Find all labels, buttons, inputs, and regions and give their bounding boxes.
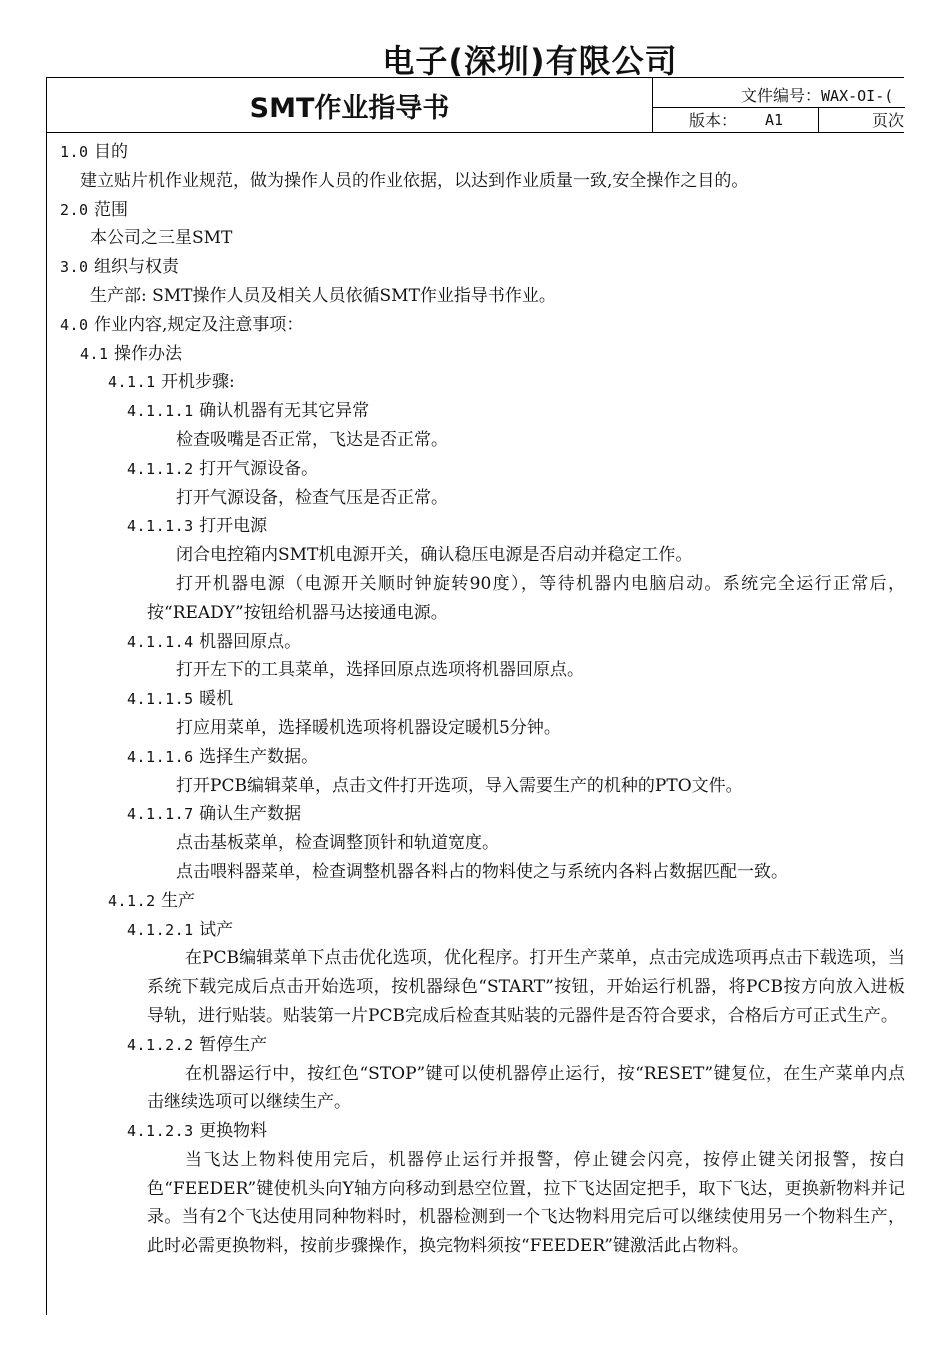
step-body: 打应用菜单，选择暖机选项将机器设定暖机5分钟。 [176,717,561,738]
step-body: 打开机器电源（电源开关顺时钟旋转90度），等待机器内电脑启动。系统完全运行正常后，按“READY”按钮给机器马达接通电源。 [147,573,905,623]
section-body: 生产部: SMT操作人员及相关人员依循SMT作业指导书作业。 [90,285,556,306]
document-header [46,77,904,133]
step-body: 点击喂料器菜单，检查调整机器各料占的物料使之与系统内各料占数据匹配一致。 [176,861,788,882]
step-body: 打开左下的工具菜单，选择回原点选项将机器回原点。 [176,660,584,681]
step-body: 闭合电控箱内SMT机电源开关，确认稳压电源是否启动并稳定工作。 [176,545,693,566]
section-heading: 1.0 目的 [60,142,128,162]
version-label: 版本： [689,111,738,130]
step-heading: 4.1.2.3 更换物料 [127,1121,268,1142]
cell-divider [818,108,819,133]
document-body [0,138,905,1261]
step-heading: 4.1.2.2 暂停生产 [127,1034,268,1055]
section-body: 建立贴片机作业规范，做为操作人员的作业依据，以达到作业质量一致,安全操作之目的。 [80,170,749,191]
step-body: 在机器运行中，按红色“STOP”键可以使机器停止运行，按“RESET”键复位，在生产菜单内点击继续选项可以继续生产。 [147,1063,905,1113]
version-value: A1 [765,111,784,129]
version-page-cell [653,108,905,133]
subsection-heading: 4.1 操作办法 [80,343,182,364]
step-body: 打开PCB编辑菜单，点击文件打开选项，导入需要生产的机种的PTO文件。 [176,775,743,796]
step-heading: 4.1.1.5 暖机 [127,689,234,710]
step-heading: 4.1.1.2 打开气源设备。 [127,458,319,479]
step-heading: 4.1.1.7 确认生产数据 [127,804,302,825]
file-number-cell [653,84,905,108]
section-heading: 4.0 作业内容,规定及注意事项： [60,314,304,335]
step-heading: 4.1.1.1 确认机器有无其它异常 [127,401,370,422]
step-heading: 4.1.1.4 机器回原点。 [127,631,302,652]
document-title: SMT作业指导书 [47,78,653,133]
step-heading: 4.1.1.6 选择生产数据。 [127,746,319,767]
section-heading: 3.0 组织与权责 [60,257,179,278]
file-number-value: WAX-OI-( [821,87,894,105]
subsection-heading: 4.1.1 开机步骤: [108,372,235,393]
company-title: 电子(深圳)有限公司 [382,42,678,80]
step-body: 在PCB编辑菜单下点击优化选项，优化程序。打开生产菜单，点击完成选项再点击下载选项，当系统下载完成后点击开始选项，按机器绿色“START”按钮，开始运行机器，将PCB按方向放入进板导轨，进行贴装。贴装第一片PCB完成后检查其贴装的元器件是否符合要求，合格后方可正式生产。 [147,948,905,1026]
subsection-heading: 4.1.2 生产 [108,890,196,911]
section-body: 本公司之三星SMT [90,228,233,249]
section-heading: 2.0 范围 [60,199,128,220]
step-body: 当飞达上物料使用完后，机器停止运行并报警，停止键会闪亮，按停止键关闭报警，按白色“FEEDER”键使机头向Y轴方向移动到悬空位置，拉下飞达固定把手，取下飞达，更换新物料并记录。当有2个飞达使用同种物料时，机器检测到一个飞达物料用完后可以继续使用另一个物料生产，此时必需更换物料，按前步骤操作，换完物料须按“FEEDER”键激活此占物料。 [147,1149,905,1257]
step-heading: 4.1.1.3 打开电源 [127,516,268,537]
step-body: 打开气源设备，检查气压是否正常。 [176,487,448,508]
page-label: 页次 [872,111,905,130]
step-heading: 4.1.2.1 试产 [127,919,234,940]
step-body: 检查吸嘴是否正常，飞达是否正常。 [176,429,448,450]
step-body: 点击基板菜单，检查调整顶针和轨道宽度。 [176,833,499,854]
file-number-label: 文件编号： [741,86,822,105]
